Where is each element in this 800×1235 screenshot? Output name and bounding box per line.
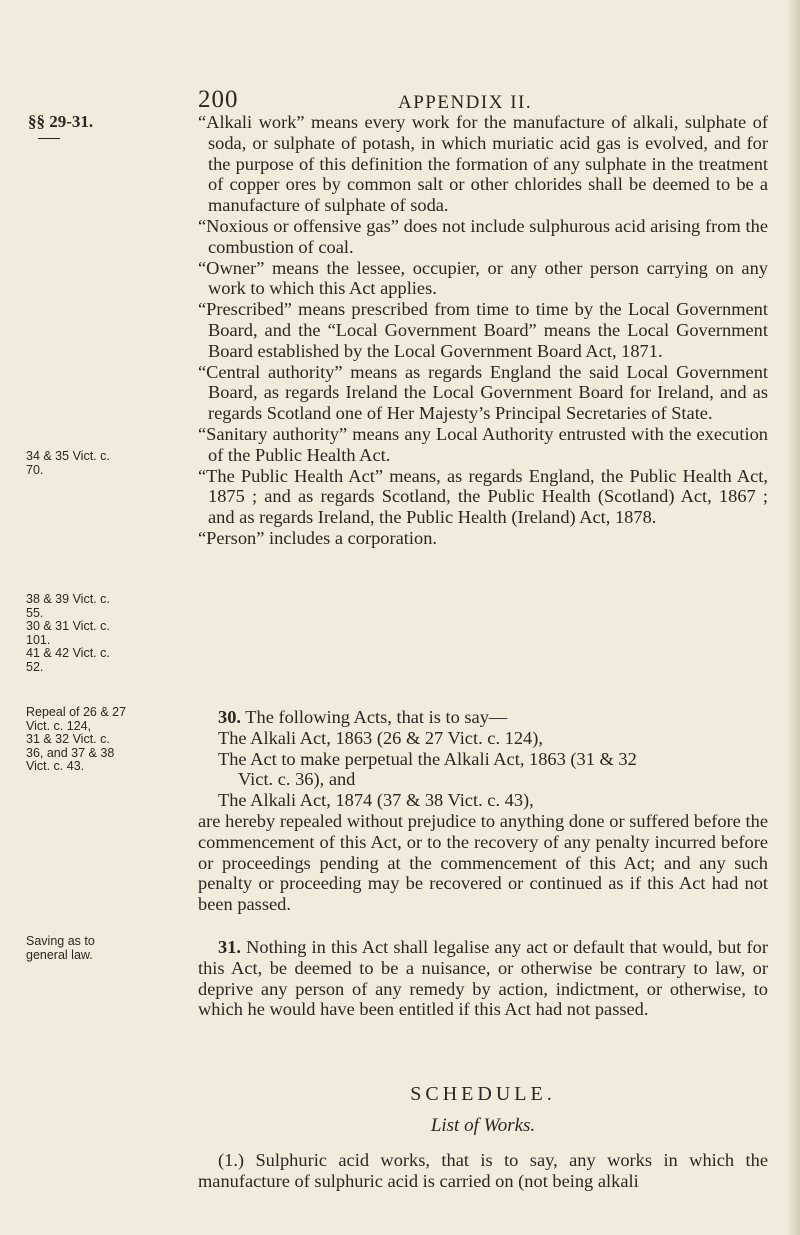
section-30-intro: The following Acts, that is to say— bbox=[245, 707, 508, 727]
definition-prescribed: “Prescribed” means prescribed from time to time by the Local Government Board, and the “Local Government Board” means the Local Government Board established by the Local Government Board Act, 1871. bbox=[198, 299, 768, 361]
definition-alkali-work: “Alkali work” means every work for the manufacture of alkali, sulphate of soda, or sulphate of potash, in which muriatic acid gas is evolved, and for the purpose of this definition the formation of any sulphate in the treatment of copper ores by common salt or other chlorides shall be deemed to be a manufacture of sulphate of soda. bbox=[198, 112, 768, 216]
schedule-item-1 bbox=[198, 1150, 768, 1192]
repealed-act-item: The Alkali Act, 1863 (26 & 27 Vict. c. 124), bbox=[218, 727, 543, 748]
schedule-item-1-text: (1.) Sulphuric acid works, that is to say, any works in which the manufacture of sulphuric acid is carried on (not being alkali bbox=[198, 1150, 768, 1191]
section-reference-rule bbox=[38, 138, 60, 139]
repealed-act-item: Vict. c. 36), and bbox=[238, 769, 356, 790]
schedule-title: SCHEDULE. bbox=[410, 1083, 556, 1105]
repealed-act-item: The Alkali Act, 1874 (37 & 38 Vict. c. 43), bbox=[218, 790, 534, 811]
margin-note-saving: Saving as to general law. bbox=[26, 934, 95, 962]
page-edge bbox=[786, 0, 800, 1235]
section-30-body: are hereby repealed without prejudice to anything done or suffered before the commencement of this Act, or to the recovery of any penalty incurred before or proceedings pending at the commencement of this Act; and any such penalty or proceeding may be recovered or continued as if this Act had not been passed. bbox=[198, 810, 768, 915]
section-31-text: Nothing in this Act shall legalise any act or default that would, but for this Act, be deemed to be a nuisance, or otherwise be contrary to law, or deprive any person of any remedy by action, indictment, or otherwise, to which he would have been entitled if this Act had not passed. bbox=[198, 937, 768, 1020]
definition-noxious-gas: “Noxious or offensive gas” does not include sulphurous acid arising from the combustion of coal. bbox=[198, 215, 768, 257]
definitions-block bbox=[198, 112, 768, 549]
repealed-act-item: The Act to make perpetual the Alkali Act, 1863 (31 & 32 bbox=[218, 748, 637, 769]
definition-sanitary-authority: “Sanitary authority” means any Local Authority entrusted with the execution of the Public Health Act. bbox=[198, 423, 768, 465]
section-reference bbox=[28, 112, 93, 139]
repealed-acts-list bbox=[198, 728, 768, 811]
schedule-subtitle: List of Works. bbox=[430, 1115, 536, 1136]
margin-note-public-health-acts: 38 & 39 Vict. c. 55. 30 & 31 Vict. c. 101. 41 & 42 Vict. c. 52. bbox=[26, 592, 110, 674]
section-31 bbox=[198, 937, 768, 1020]
definition-central-authority: “Central authority” means as regards England the said Local Government Board, as regards Ireland the Local Government Board for Ireland, and as regards Scotland one of Her Majesty’s Principal Secretaries of State. bbox=[198, 361, 768, 424]
definition-owner: “Owner” means the lessee, occupier, or any other person carrying on any work to which this Act applies. bbox=[198, 257, 768, 299]
section-reference-text: §§ 29-31. bbox=[28, 112, 94, 131]
section-30-number: 30. bbox=[218, 707, 241, 727]
definition-person: “Person” includes a corporation. bbox=[198, 527, 437, 548]
definition-public-health-act: “The Public Health Act” means, as regards England, the Public Health Act, 1875 ; and as regards Scotland, the Public Health (Scotland) Act, 1867 ; and as regards Ireland, the Public Health (Ireland) Act, 1878. bbox=[198, 465, 768, 528]
margin-note-local-government-act: 34 & 35 Vict. c. 70. bbox=[26, 449, 110, 477]
section-31-number: 31. bbox=[218, 937, 241, 957]
running-head: APPENDIX II. bbox=[398, 92, 533, 113]
margin-note-repeal: Repeal of 26 & 27 Vict. c. 124, 31 & 32 Vict. c. 36, and 37 & 38 Vict. c. 43. bbox=[26, 705, 127, 773]
section-30 bbox=[198, 707, 768, 915]
page-number: 200 bbox=[198, 86, 239, 113]
